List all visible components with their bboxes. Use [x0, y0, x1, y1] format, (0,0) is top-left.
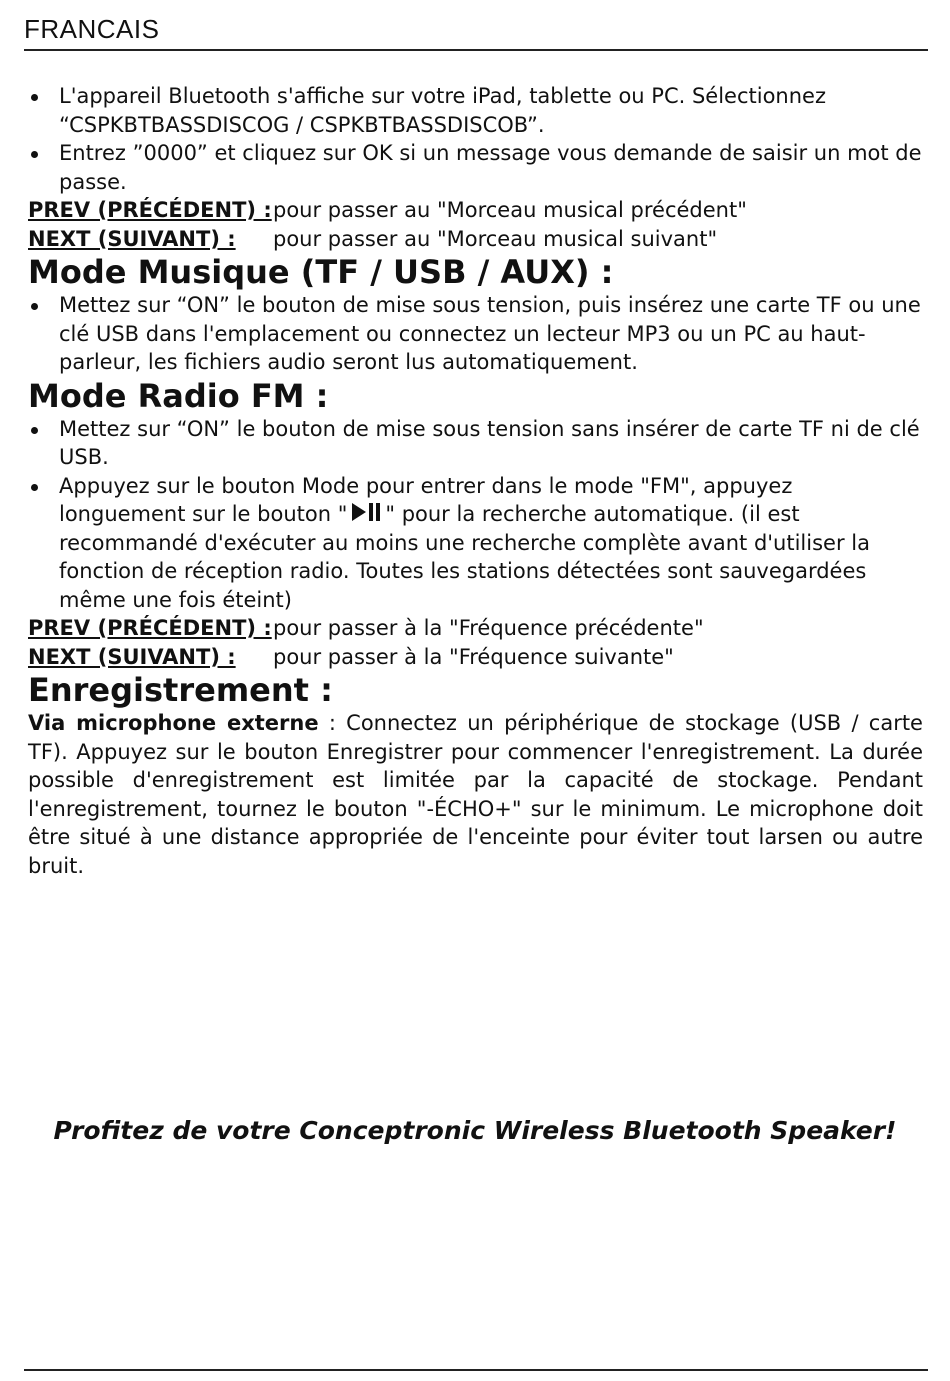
- language-label: FRANCAIS: [24, 14, 160, 44]
- next-definition: [28, 225, 923, 254]
- music-mode-bullets: [28, 291, 923, 377]
- prev-definition: [28, 196, 923, 225]
- music-mode-heading: Mode Musique (TF / USB / AUX) :: [28, 253, 614, 291]
- bullet-icon: [31, 151, 38, 158]
- next-definition: [28, 643, 923, 672]
- prev-description: pour passer à la "Fréquence précédente": [273, 616, 704, 640]
- bullet-text: L'appareil Bluetooth s'affiche sur votre iPad, tablette ou PC. Sélectionnez “CSPKBTBASSDISCOG / CSPKBTBASSDISCOB”.: [59, 84, 826, 137]
- document-body: [28, 82, 923, 880]
- prev-definition: [28, 614, 923, 643]
- bullet-icon: [31, 94, 38, 101]
- list-item: [28, 472, 923, 615]
- prev-term: PREV (PRÉCÉDENT) :: [28, 616, 272, 640]
- bullet-text: Appuyez sur le bouton Mode pour entrer dans le mode "FM", appuyez longuement sur le bouton ": [59, 473, 793, 526]
- bullet-text: Entrez ”0000” et cliquez sur OK si un message vous demande de saisir un mot de passe.: [59, 141, 922, 194]
- next-description: pour passer au "Morceau musical suivant": [273, 226, 718, 251]
- bullet-text: Mettez sur “ON” le bouton de mise sous tension, puis insérez une carte TF ou une clé USB dans l'emplacement ou connectez un lecteur MP3 ou un PC au haut-parleur, les fichiers audio seront lus automatiquement.: [59, 293, 921, 374]
- radio-mode-bullets: [28, 415, 923, 615]
- prev-term: PREV (PRÉCÉDENT) :: [28, 198, 272, 222]
- list-item: [28, 291, 923, 377]
- list-item: [28, 415, 923, 472]
- page-header: [24, 14, 928, 51]
- bullet-icon: [31, 484, 38, 491]
- prev-description: pour passer au "Morceau musical précédent": [273, 198, 747, 222]
- next-term: NEXT (SUIVANT) :: [28, 226, 236, 251]
- recording-heading: Enregistrement :: [28, 671, 333, 709]
- footer-divider: [24, 1369, 928, 1371]
- bluetooth-bullets: [28, 82, 923, 196]
- next-description: pour passer à la "Fréquence suivante": [273, 644, 674, 669]
- bullet-text: " pour la recherche automatique. (il est recommandé d'exécuter au moins une recherche complète avant d'utiliser la fonction de réception radio. Toutes les stations détectées sont sauvegardées même une fois éteint): [59, 502, 870, 612]
- bullet-icon: [31, 427, 38, 434]
- recording-text: : Connectez un périphérique de stockage (USB / carte TF). Appuyez sur le bouton Enregistrer pour commencer l'enregistrement. La durée possible d'enregistrement est limitée par la capacité de stockage. Pendant l'enregistrement, tournez le bouton "-ÉCHO+" sur le minimum. Le microphone doit être situé à une distance appropriée de l'enceinte pour éviter tout larsen ou autre bruit.: [28, 711, 923, 878]
- play-pause-icon: [350, 502, 382, 522]
- recording-lead: Via microphone externe: [28, 711, 319, 735]
- radio-mode-heading: Mode Radio FM :: [28, 376, 329, 415]
- bullet-icon: [31, 303, 38, 310]
- list-item: [28, 139, 923, 196]
- next-term: NEXT (SUIVANT) :: [28, 644, 236, 669]
- bullet-text: Mettez sur “ON” le bouton de mise sous tension sans insérer de carte TF ni de clé USB.: [59, 416, 920, 469]
- closing-message: Profitez de votre Conceptronic Wireless Bluetooth Speaker!: [53, 1116, 897, 1145]
- recording-paragraph: [28, 709, 923, 880]
- list-item: [28, 82, 923, 139]
